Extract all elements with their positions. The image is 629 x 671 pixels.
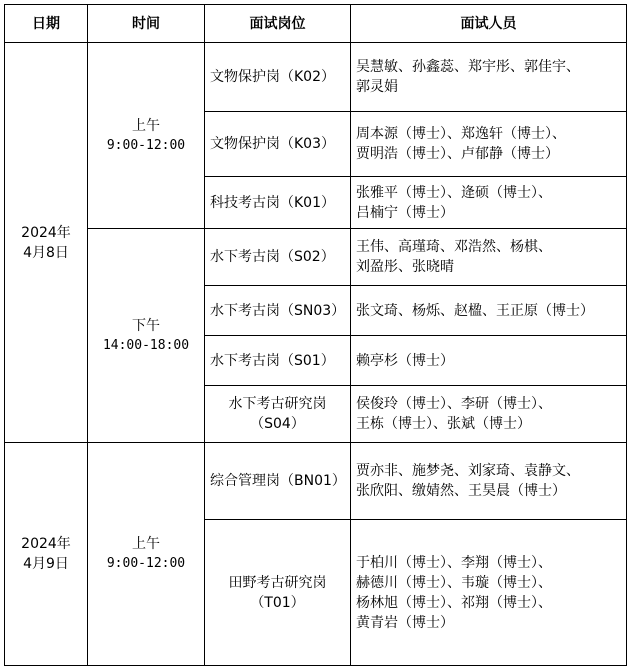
date-year: 2024年	[21, 536, 71, 552]
position-cell: 水下考古岗（S01）	[205, 336, 351, 386]
time-cell	[88, 43, 205, 229]
session-time: 14:00-18:00	[102, 337, 190, 353]
people-line: 吴慧敏、孙鑫蕊、郑宇彤、郭佳宇、	[356, 59, 580, 75]
position-cell	[205, 520, 351, 666]
people-line: 王伟、高瑾琦、邓浩然、杨棋、	[356, 239, 552, 255]
people-line: 吕楠宁（博士）	[356, 204, 454, 221]
session-label: 上午	[132, 536, 160, 552]
date-day: 4月8日	[23, 244, 69, 261]
people-line: 赖亭杉（博士）	[356, 352, 454, 369]
people-line: 黄青岩（博士）	[356, 614, 454, 631]
people-cell	[351, 177, 627, 229]
people-line: 贾明浩（博士）、卢郁静（博士）	[356, 146, 559, 162]
people-cell	[351, 520, 627, 666]
time-cell	[88, 229, 205, 443]
people-cell	[351, 112, 627, 177]
table-row	[5, 443, 627, 520]
people-line: 于柏川（博士）、李翔（博士）、	[356, 554, 552, 571]
people-line: 侯俊玲（博士）、李研（博士）、	[356, 396, 552, 412]
people-line: 郭灵娟	[356, 79, 398, 95]
people-cell	[351, 336, 627, 386]
date-year: 2024年	[21, 224, 71, 241]
people-cell	[351, 286, 627, 336]
people-cell	[351, 43, 627, 112]
date-cell	[5, 443, 88, 666]
people-line: 刘盈彤、张晓晴	[356, 259, 454, 275]
people-line: 张文琦、杨烁、赵楹、王正原（博士）	[356, 302, 594, 319]
position-line: （T01）	[250, 594, 305, 611]
session-time: 9:00-12:00	[106, 556, 186, 571]
table-row	[5, 229, 627, 286]
position-cell: 水下考古岗（SN03）	[205, 286, 351, 336]
header-date: 日期	[5, 5, 88, 43]
time-cell	[88, 443, 205, 666]
header-row	[5, 5, 627, 43]
date-cell	[5, 43, 88, 443]
position-line: （S04）	[250, 416, 305, 432]
date-day: 4月9日	[23, 556, 69, 572]
header-time: 时间	[88, 5, 205, 43]
people-line: 王栋（博士）、张斌（博士）	[356, 416, 531, 432]
people-line: 贾亦非、施梦尧、刘家琦、袁静文、	[356, 463, 580, 479]
people-line: 张雅平（博士）、逄硕（博士）、	[356, 184, 552, 201]
session-label: 下午	[132, 317, 160, 334]
people-line: 张欣阳、缴婧然、王昊晨（博士）	[356, 483, 566, 499]
people-cell	[351, 229, 627, 286]
people-line: 杨林旭（博士）、祁翔（博士）、	[356, 594, 552, 611]
interview-schedule-table	[4, 4, 627, 666]
header-people: 面试人员	[351, 5, 627, 43]
table-row	[5, 43, 627, 112]
position-cell: 文物保护岗（K03）	[205, 112, 351, 177]
session-time: 9:00-12:00	[106, 137, 186, 153]
people-line: 周本源（博士）、郑逸轩（博士）、	[356, 126, 566, 142]
position-line: 田野考古研究岗	[228, 574, 327, 591]
people-cell	[351, 443, 627, 520]
header-position: 面试岗位	[205, 5, 351, 43]
position-cell: 综合管理岗（BN01）	[205, 443, 351, 520]
people-line: 赫德川（博士）、韦璇（博士）、	[356, 574, 552, 591]
position-line: 水下考古研究岗	[228, 396, 327, 412]
people-cell	[351, 386, 627, 443]
position-cell: 文物保护岗（K02）	[205, 43, 351, 112]
position-cell: 水下考古岗（S02）	[205, 229, 351, 286]
position-cell	[205, 386, 351, 443]
session-label: 上午	[132, 117, 160, 134]
position-cell: 科技考古岗（K01）	[205, 177, 351, 229]
